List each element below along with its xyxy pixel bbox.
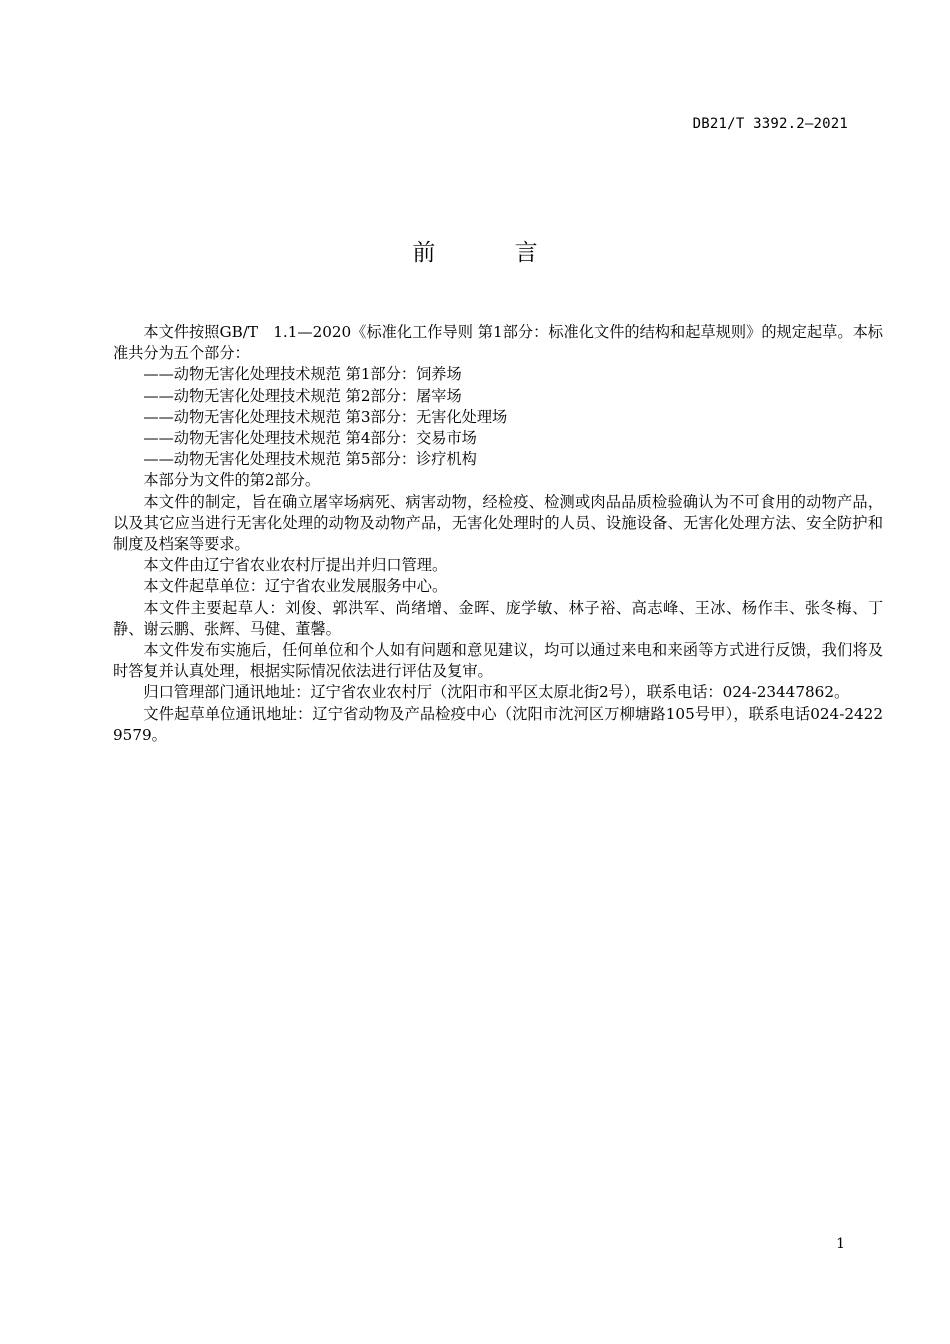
list-item-part-2: ——动物无害化处理技术规范 第2部分：屠宰场 (143, 386, 462, 405)
page-number: 1 (836, 1236, 845, 1252)
paragraph-feedback: 本文件发布实施后，任何单位和个人如有问题和意见建议，均可以通过来电和来函等方式进行反馈，我们将及时答复并认真处理，根据实际情况依法进行评估及复审。 (113, 641, 883, 681)
paragraph-management-address: 归口管理部门通讯地址：辽宁省农业农村厅（沈阳市和平区太原北街2号），联系电话：024-23447862。 (143, 683, 850, 702)
list-item-part-4: ——动物无害化处理技术规范 第4部分：交易市场 (143, 429, 477, 448)
paragraph-drafting-unit: 本文件起草单位：辽宁省农业发展服务中心。 (143, 577, 448, 596)
paragraph-drafters: 本文件主要起草人：刘俊、郭洪军、尚绪增、金晖、庞学敏、林子裕、高志峰、王冰、杨作丰、张冬梅、丁静、谢云鹏、张辉、马健、董馨。 (113, 598, 883, 638)
list-item-part-5: ——动物无害化处理技术规范 第5部分：诊疗机构 (143, 450, 477, 469)
paragraph-purpose: 本文件的制定，旨在确立屠宰场病死、病害动物，经检疫、检测或肉品品质检验确认为不可食用的动物产品，以及其它应当进行无害化处理的动物及动物产品，无害化处理时的人员、设施设备、无害化处理方法、安全防护和制度及档案等要求。 (113, 492, 883, 554)
paragraph-drafter-address: 文件起草单位通讯地址：辽宁省动物及产品检疫中心（沈阳市沈河区万柳塘路105号甲），联系电话024-24229579。 (113, 704, 883, 744)
paragraph-proposer: 本文件由辽宁省农业农村厅提出并归口管理。 (143, 556, 448, 575)
page-title: 前 言 (412, 240, 574, 266)
document-code: DB21/T 3392.2—2021 (692, 116, 848, 132)
list-item-part-1: ——动物无害化处理技术规范 第1部分：饲养场 (143, 365, 462, 384)
paragraph-drafting-rules: 本文件按照GB/T 1.1—2020《标准化工作导则 第1部分：标准化文件的结构和起草规则》的规定起草。本标准共分为五个部分： (113, 323, 883, 363)
preface-body (113, 322, 883, 746)
paragraph-part-note: 本部分为文件的第2部分。 (143, 471, 321, 490)
list-item-part-3: ——动物无害化处理技术规范 第3部分：无害化处理场 (143, 407, 508, 426)
